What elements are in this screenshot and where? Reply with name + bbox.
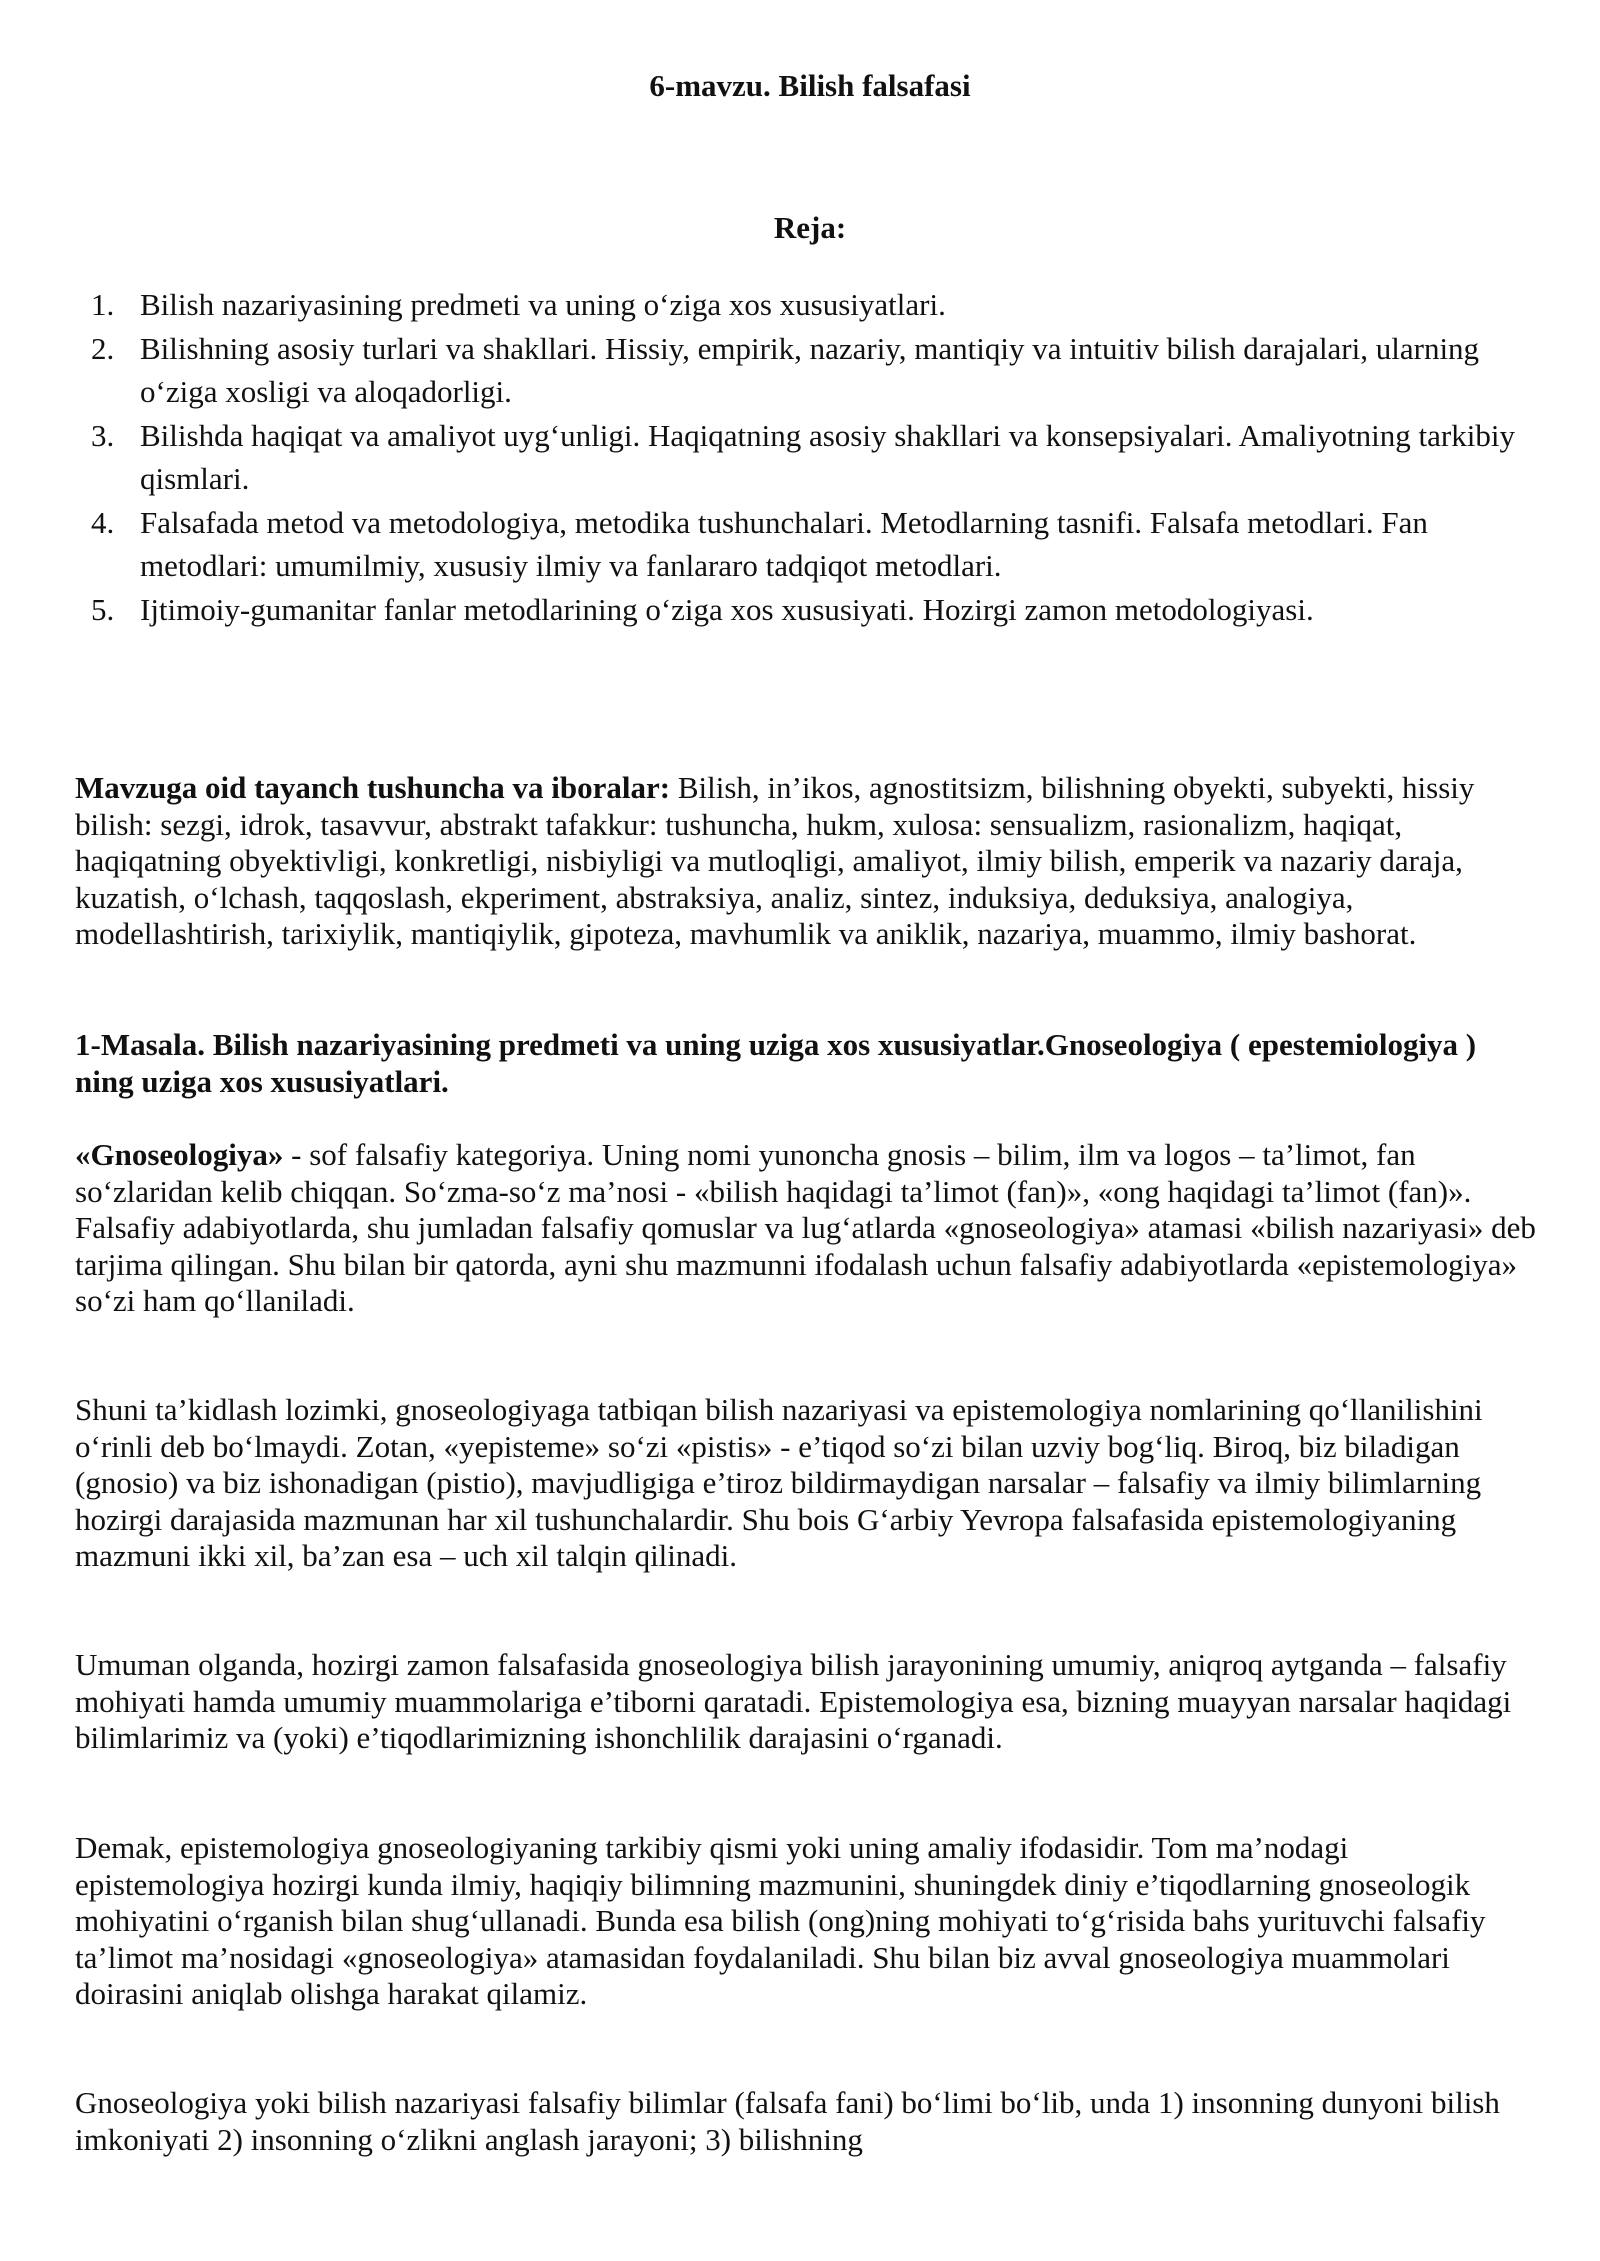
plan-item [75,501,1535,588]
plan-item [75,588,1535,632]
plan-item-number: 1. [91,287,115,322]
paragraph-text: - sof falsafiy kategoriya. Uning nomi yunoncha gnosis – bilim, ilm va logos – ta’limot, fan so‘zlaridan kelib chiqqan. So‘zma-so‘z ma’nosi - «bilish haqidagi ta’limot (fan)», «ong haqidagi ta’limot (fan)». Falsafiy adabiyotlarda, shu jumladan falsafiy qomuslar va lug‘atlarda «gnoseologiya» atamasi «bilish nazariyasi» deb tarjima qilingan. Shu bilan bir qatorda, ayni shu mazmunni ifodalash uchun falsafiy adabiyotlarda «epistemologiya» so‘zi ham qo‘llaniladi. [75,1137,1536,1318]
plan-item [75,414,1535,501]
keywords-text: Bilish, in’ikos, agnostitsizm, bilishning obyekti, subyekti, hissiy bilish: sezgi, idrok, tasavvur, abstrakt tafakkur: tushuncha, hukm, xulosa: sensualizm, rasionalizm, haqiqat, haqiqatning obyektivligi, konkretligi, nisbiyligi va mutloqligi, amaliyot, ilmiy bilish, emperik va nazariy daraja, kuzatish, o‘lchash, taqqoslash, ekperiment, abstraksiya, analiz, sintez, induksiya, deduksiya, analogiya, modellashtirish, tarixiylik, mantiqiylik, gipoteza, mavhumlik va aniklik, nazariya, muammo, ilmiy bashorat. [75,770,1475,951]
document-title: 6-mavzu. Bilish falsafasi [649,68,971,103]
plan-item-number: 5. [91,591,115,627]
plan-item-text: Bilish nazariyasining predmeti va uning o‘ziga xos xususiyatlari. [140,287,946,322]
plan-item-number: 2. [91,330,115,366]
plan-item [75,283,1535,327]
paragraph-2: Shuni ta’kidlash lozimki, gnoseologiyaga tatbiqan bilish nazariyasi va epistemologiya nomlarining qo‘llanilishini o‘rinli deb bo‘lmaydi. Zotan, «yepisteme» so‘zi «pistis» - e’tiqod so‘zi bilan uzviy bog‘liq. Biroq, biz biladigan (gnosio) va biz ishonadigan (pistio), mavjudligiga e’tiroz bildirmaydigan narsalar – falsafiy va ilmiy bilimlarning hozirgi darajasida mazmunan har xil tushunchalardir. Shu bois G‘arbiy Yevropa falsafasida epistemologiyaning mazmuni ikki xil, ba’zan esa – uch xil talqin qilinadi. [75,1392,1483,1573]
plan-item-number: 4. [91,504,115,540]
plan-item-text: Bilishda haqiqat va amaliyot uyg‘unligi. Haqiqatning asosiy shakllari va konsepsiyalari. Amaliyotning tarkibiy qismlari. [140,417,1515,496]
keywords-label: Mavzuga oid tayanch tushuncha va iboralar: [75,770,671,805]
section-heading: 1-Masala. Bilish nazariyasining predmeti va uning uziga xos xususiyatlar.Gnoseologiya ( epestemiologiya ) ning uziga xos xususiyatlari. [75,1027,1477,1099]
term-gnoseologiya: «Gnoseologiya» [75,1137,284,1172]
plan-item-text: Falsafada metod va metodologiya, metodika tushunchalari. Metodlarning tasnifi. Falsafa metodlari. Fan metodlari: umumilmiy, xususiy ilmiy va fanlararo tadqiqot metodlari. [140,504,1428,583]
paragraph-gnoseologiya [75,1137,1540,1320]
plan-list [75,283,1535,631]
keywords-paragraph [75,770,1540,953]
plan-heading: Reja: [773,210,847,245]
paragraph-4: Demak, epistemologiya gnoseologiyaning tarkibiy qismi yoki uning amaliy ifodasidir. Tom ma’nodagi epistemologiya hozirgi kunda ilmiy, haqiqiy bilimning mazmunini, shuningdek diniy e’tiqodlarning gnoseologik mohiyatini o‘rganish bilan shug‘ullanadi. Bunda esa bilish (ong)ning mohiyati to‘g‘risida bahs yurituvchi falsafiy ta’limot ma’nosidagi «gnoseologiya» atamasidan foydalaniladi. Shu bilan biz avval gnoseologiya muammolari doirasini aniqlab olishga harakat qilamiz. [75,1830,1486,2011]
plan-item-text: Ijtimoiy-gumanitar fanlar metodlarining o‘ziga xos xususiyati. Hozirgi zamon metodologiyasi. [140,591,1314,627]
plan-item-text: Bilishning asosiy turlari va shakllari. Hissiy, empirik, nazariy, mantiqiy va intuitiv bilish darajalari, ularning o‘ziga xosligi va aloqadorligi. [140,330,1480,409]
paragraph-5: Gnoseologiya yoki bilish nazariyasi falsafiy bilimlar (falsafa fani) bo‘limi bo‘lib, unda 1) insonning dunyoni bilish imkoniyati 2) insonning o‘zlikni anglash jarayoni; 3) bilishning [75,2085,1500,2157]
plan-item [75,327,1535,414]
plan-item-number: 3. [91,417,115,453]
paragraph-3: Umuman olganda, hozirgi zamon falsafasida gnoseologiya bilish jarayonining umumiy, aniqroq aytganda – falsafiy mohiyati hamda umumiy muammolariga e’tiborni qaratadi. Epistemologiya esa, bizning muayyan narsalar haqidagi bilimlarimiz va (yoki) e’tiqodlarimizning ishonchlilik darajasini o‘rganadi. [75,1647,1512,1755]
